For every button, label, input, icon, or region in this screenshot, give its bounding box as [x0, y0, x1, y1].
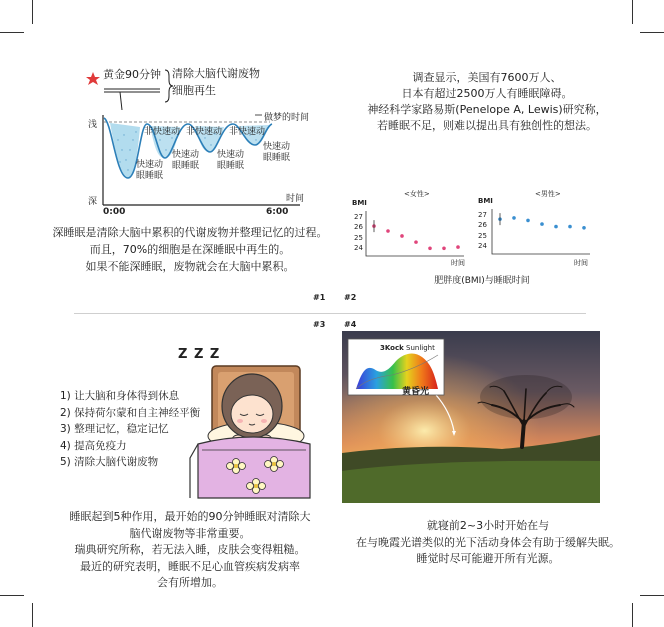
data-point — [582, 226, 586, 230]
bmi-label: BMI — [478, 197, 493, 205]
deep-sleep-label: 深 — [88, 197, 98, 207]
page-number: #4 — [344, 320, 357, 329]
golden-90-label: 黄金90分钟 — [103, 68, 161, 81]
star-icon — [86, 72, 100, 85]
panel-2-paragraph: 调查显示，美国有7600万人、 日本有超过2500万人有睡眠障碍。 神经科学家路易斯(Penelope A, Lewis)研究称， 若睡眠不足，则难以提出具有独创性的想法。 — [367, 71, 607, 132]
brace-item: 清除大脑代谢废物 — [172, 67, 260, 80]
panel-4 — [332, 313, 664, 603]
bmi-label: BMI — [352, 199, 367, 207]
chart-axis — [492, 209, 590, 254]
male-chart-title: <男性> — [535, 190, 561, 198]
crop-mark — [632, 603, 633, 627]
data-point — [442, 247, 446, 251]
time-axis-label: 时间 — [286, 194, 305, 204]
female-chart-title: <女性> — [404, 190, 430, 198]
bmi-charts — [332, 200, 664, 275]
panel-3 — [0, 313, 332, 603]
functions-list — [60, 388, 200, 471]
panel-4-paragraph: 就寝前2~3小时开始在与 在与晚霞光谱类似的光下活动身体会有助于缓解失眠。 睡觉时尽可能避开所有光源。 — [356, 519, 620, 565]
zzz-text: Z Z Z — [178, 347, 221, 362]
y-tick-labels: 27 26 25 24 — [354, 213, 363, 252]
sunset-photo — [342, 331, 600, 503]
dream-time-label: 做梦的时间 — [264, 113, 310, 123]
page-number: #3 — [313, 320, 326, 329]
y-tick-labels: 27 26 25 24 — [478, 211, 487, 250]
spectrum-label: 黄昏光 — [402, 387, 430, 397]
time-start: 0:00 — [103, 207, 126, 217]
rem-label: 快速动 眼睡眠 — [263, 142, 291, 163]
page-number: #1 — [313, 293, 326, 302]
data-point — [554, 225, 558, 229]
data-point — [428, 247, 432, 251]
data-point — [414, 240, 418, 244]
panel-1-paragraph: 深睡眠是清除大脑中累积的代谢废物并整理记忆的过程。 而且，70%的细胞是在深睡眠中再生的。 如果不能深睡眠，废物就会在大脑中累积。 — [52, 226, 328, 273]
data-point — [526, 219, 530, 223]
chart-caption: 肥胖度(BMI)与睡眠时间 — [434, 276, 530, 286]
page-number: #2 — [344, 293, 357, 302]
rem-label: 快速动 眼睡眠 — [217, 150, 245, 171]
brace-item: 细胞再生 — [172, 84, 216, 97]
non-rem-label: 非快速动 — [144, 127, 181, 137]
data-point — [512, 216, 516, 220]
x-axis-label: 时间 — [574, 259, 588, 267]
panel-1 — [0, 0, 332, 313]
data-point — [568, 225, 572, 229]
data-point — [386, 229, 390, 233]
rem-label: 快速动 眼睡眠 — [136, 160, 164, 181]
non-rem-label: 非快速动 — [229, 127, 266, 137]
list-item: 3) 整理记忆，稳定记忆 — [60, 423, 169, 435]
female-chart — [366, 211, 464, 256]
panel-2 — [332, 0, 664, 313]
rem-label: 快速动 眼睡眠 — [172, 150, 200, 171]
list-item: 2) 保持荷尔蒙和自主神经平衡 — [60, 406, 201, 419]
x-axis-label: 时间 — [451, 259, 465, 267]
spectrum-legend-right: Sunlight — [406, 344, 435, 352]
male-chart — [492, 209, 590, 254]
data-point — [456, 245, 460, 249]
data-point — [400, 234, 404, 238]
data-point — [540, 222, 544, 226]
time-end: 6:00 — [266, 207, 289, 217]
list-item: 1) 让大脑和身体得到休息 — [60, 390, 180, 402]
crop-mark — [32, 603, 33, 627]
panel-3-paragraph: 睡眠起到5种作用，最开始的90分钟睡眠对清除大 脑代谢废物等非常重要。 瑞典研究所称，若无法入睡，皮肤会变得粗糙。 最近的研究表明，睡眠不足心血管疾病发病率 会有所增加。 — [69, 510, 311, 589]
chart-axis — [366, 211, 464, 256]
non-rem-label: 非快速动 — [186, 127, 223, 137]
list-item: 4) 提高免疫力 — [60, 439, 127, 452]
light-sleep-label: 浅 — [88, 120, 98, 130]
list-item: 5) 清除大脑代谢废物 — [60, 456, 159, 468]
spectrum-legend-left: 3Kock — [380, 344, 404, 352]
